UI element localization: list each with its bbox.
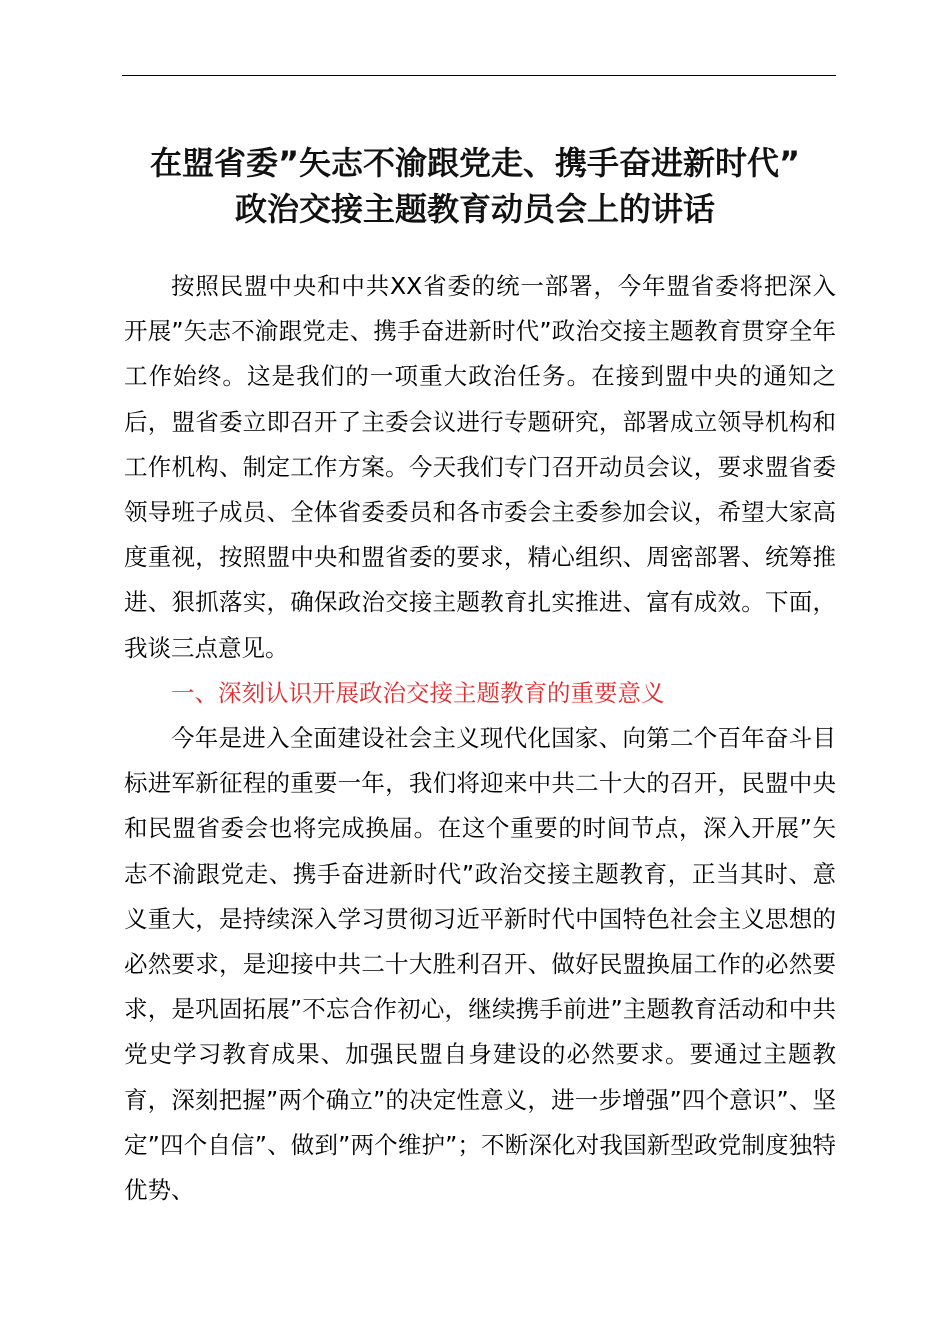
- header-rule: [122, 75, 836, 76]
- section-heading-1: 一、深刻认识开展政治交接主题教育的重要意义: [171, 678, 665, 707]
- intro-paragraph: 按照民盟中央和中共XX省委的统一部署，今年盟省委将把深入开展”矢志不渝跟党走、携手奋进新时代”政治交接主题教育贯穿全年工作始终。这是我们的一项重大政治任务。在接到盟中央的通知之后，盟省委立即召开了主委会议进行专题研究，部署成立领导机构和工作机构、制定工作方案。今天我们专门召开动员会议，要求盟省委领导班子成员、全体省委委员和各市委会主委参加会议，希望大家高度重视，按照盟中央和盟省委的要求，精心组织、周密部署、统筹推进、狠抓落实，确保政治交接主题教育扎实推进、富有成效。下面，我谈三点意见。: [124, 272, 836, 662]
- document-title: [90, 140, 860, 232]
- section-1-paragraph: 今年是进入全面建设社会主义现代化国家、向第二个百年奋斗目标进军新征程的重要一年，我们将迎来中共二十大的召开，民盟中央和民盟省委会也将完成换届。在这个重要的时间节点，深入开展”矢志不渝跟党走、携手奋进新时代”政治交接主题教育，正当其时、意义重大，是持续深入学习贯彻习近平新时代中国特色社会主义思想的必然要求，是迎接中共二十大胜利召开、做好民盟换届工作的必然要求，是巩固拓展”不忘合作初心，继续携手前进”主题教育活动和中共党史学习教育成果、加强民盟自身建设的必然要求。要通过主题教育，深刻把握”两个确立”的决定性意义，进一步增强”四个意识”、坚定”四个自信”、做到”两个维护”；不断深化对我国新型政党制度独特优势、: [124, 724, 836, 1205]
- title-line-2: 政治交接主题教育动员会上的讲话: [234, 190, 715, 228]
- document-body: [124, 264, 836, 1213]
- title-line-1: 在盟省委”矢志不渝跟党走、携手奋进新时代”: [149, 144, 801, 182]
